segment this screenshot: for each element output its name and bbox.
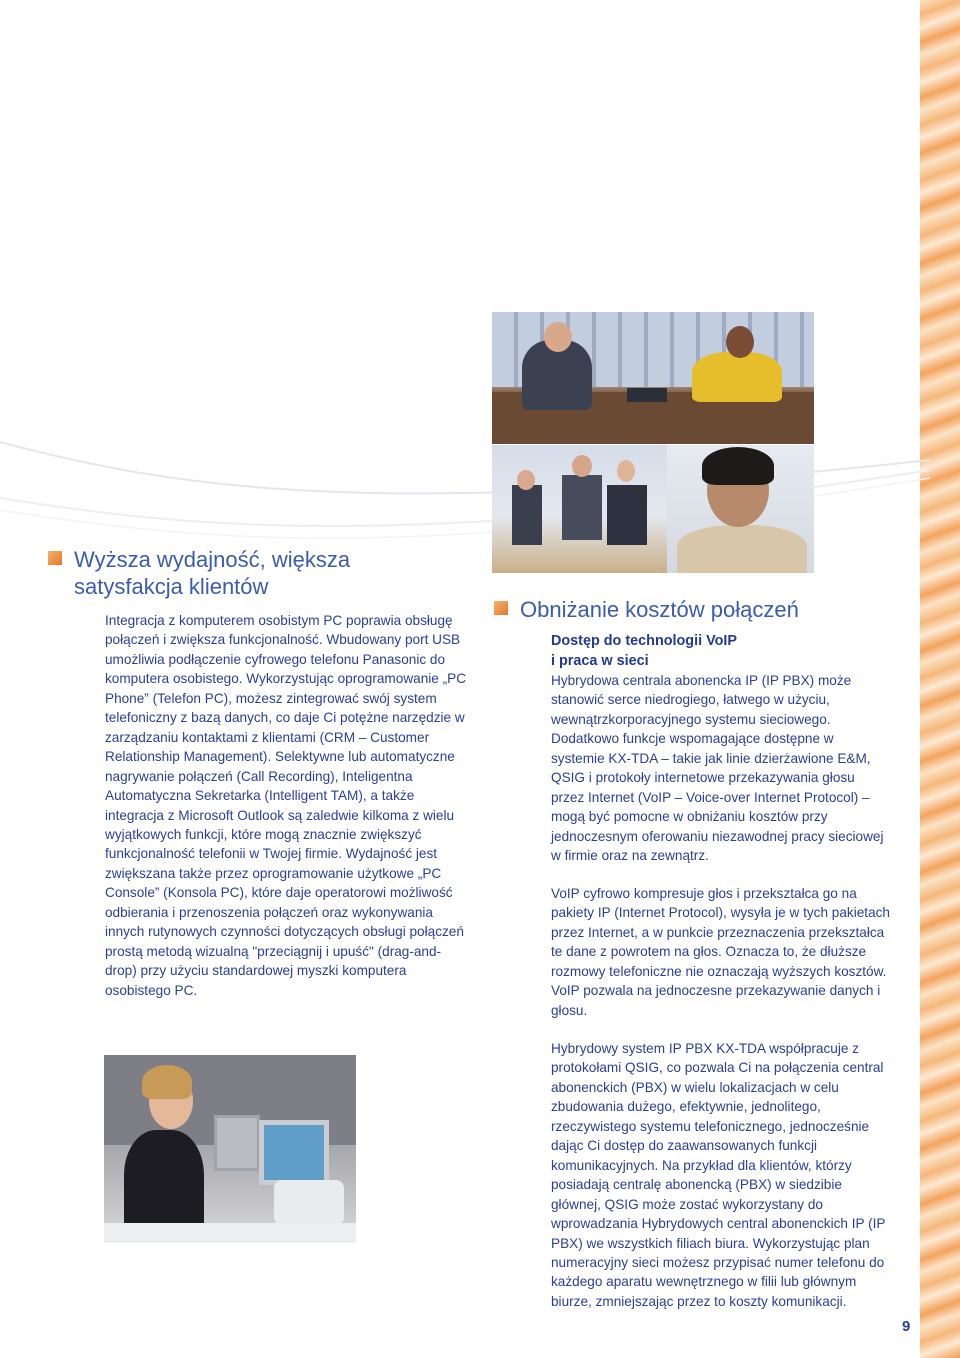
voip-paragraph-2 [551,884,892,1020]
subheading-line-1: Dostęp do technologii VoIP [551,633,738,649]
heading-bullet-right [494,601,508,615]
section-heading-performance [74,546,474,600]
page-number: 9 [902,1318,911,1335]
performance-text: Integracja z komputerem osobistym PC poprawia obsługę połączeń i zwiększa funkcjonalność. Wbudowany port USB umożliwia podłączenie cyfrowego telefonu Panasonic do komputera osobistego. Wykorzystując oprogramowanie „PC Phone” (Telefon PC), możesz zintegrować swój system telefoniczny z bazą danych, co daje Ci potężne narzędzie w zarządzaniu kontaktami z klientami (CRM – Customer Relationship Management). Selektywne lub automatyczne nagrywanie połączeń (Call Recording), Inteligentna Automatyczna Sekretarka (Intelligent TAM), a także integracja z Microsoft Outlook są zaledwie kilkoma z wielu wyjątkowych funkcji, które mogą znacznie zwiększyć funkcjonalność telefonii w Twojej firmie. Wydajność jest zwiększana także przez oprogramowanie użytkowe „PC Console” (Konsola PC), które daje operatorowi możliwość odbierania i przenoszenia połączeń oraz wykonywania innych rutynowych czynności dotyczących obsługi połączeń prostą metodą wizualną "przeciągnij i upuść" (drag-and-drop) przy użyciu standardowej myszki komputera osobistego PC. [105,613,467,998]
office-meeting-photo [492,312,814,444]
voip-subheading [551,632,881,671]
voip-paragraph-1 [551,671,886,866]
performance-paragraph [105,611,467,1000]
section-heading-cost: Obniżanie kosztów połączeń [520,597,799,622]
operator-headset-photo [104,1055,356,1243]
voip-text-1: Hybrydowa centrala abonencka IP (IP PBX) może stanowić serce niedrogiego, łatwego w użyciu, wewnątrzkorporacyjnego systemu sieciowego. Dodatkowo funkcje wspomagające dostępne w systemie KX-TDA – takie jak linie dzierżawione E&M, QSIG i protokoły internetowe przekazywania głosu przez Internet (VoIP – Voice-over Internet Protocol) – mogą być pomocne w obniżaniu kosztów przy jednoczesnym oferowaniu niezawodnej pracy sieciowej w firmie oraz na zewnątrz. [551,673,884,864]
decorative-edge-strip [920,0,960,1358]
voip-text-2: VoIP cyfrowo kompresuje głos i przekształca go na pakiety IP (Internet Protocol), wysyła je w tych pakietach przez Internet, a w punkcie przeznaczenia przekształca te dane z powrotem na głos. Oznacza to, że dłuższe rozmowy telefoniczne nie oznaczają wyższych kosztów. VoIP pozwala na jednoczesne przekazywanie danych i głosu. [551,886,890,1018]
subheading-line-2: i praca w sieci [551,652,649,669]
heading-bullet-left [48,551,62,565]
voip-text-3: Hybrydowy system IP PBX KX-TDA współpracuje z protokołami QSIG, co pozwala Ci na połączenia central abonenckich (PBX) w wielu lokalizacjach w celu zbudowania dużego, efektywnie, jednolitego, rzeczywistego systemu telefonicznego, jednocześnie dając Ci dostęp do zaawansowanych funkcji komunikacyjnych. Na przykład dla klientów, którzy posiadają centralę abonencką (PBX) w siedzibie głównej, QSIG może zostać wykorzystany do wprowadzania Hybrydowych central abonenckich IP (IP PBX) we wszystkich filiach biura. Wykorzystując plan numeracyjny sieci możesz przypisać numer telefonu do każdego aparatu wewnętrznego w filii lub głównym biurze, zmniejszając przez to koszty komunikacji. [551,1041,886,1309]
team-and-portrait-photo [492,445,814,573]
heading-line-2: satysfakcja klientów [74,574,269,599]
heading-line-1: Wyższa wydajność, większa [74,547,351,572]
voip-paragraph-3 [551,1039,891,1311]
